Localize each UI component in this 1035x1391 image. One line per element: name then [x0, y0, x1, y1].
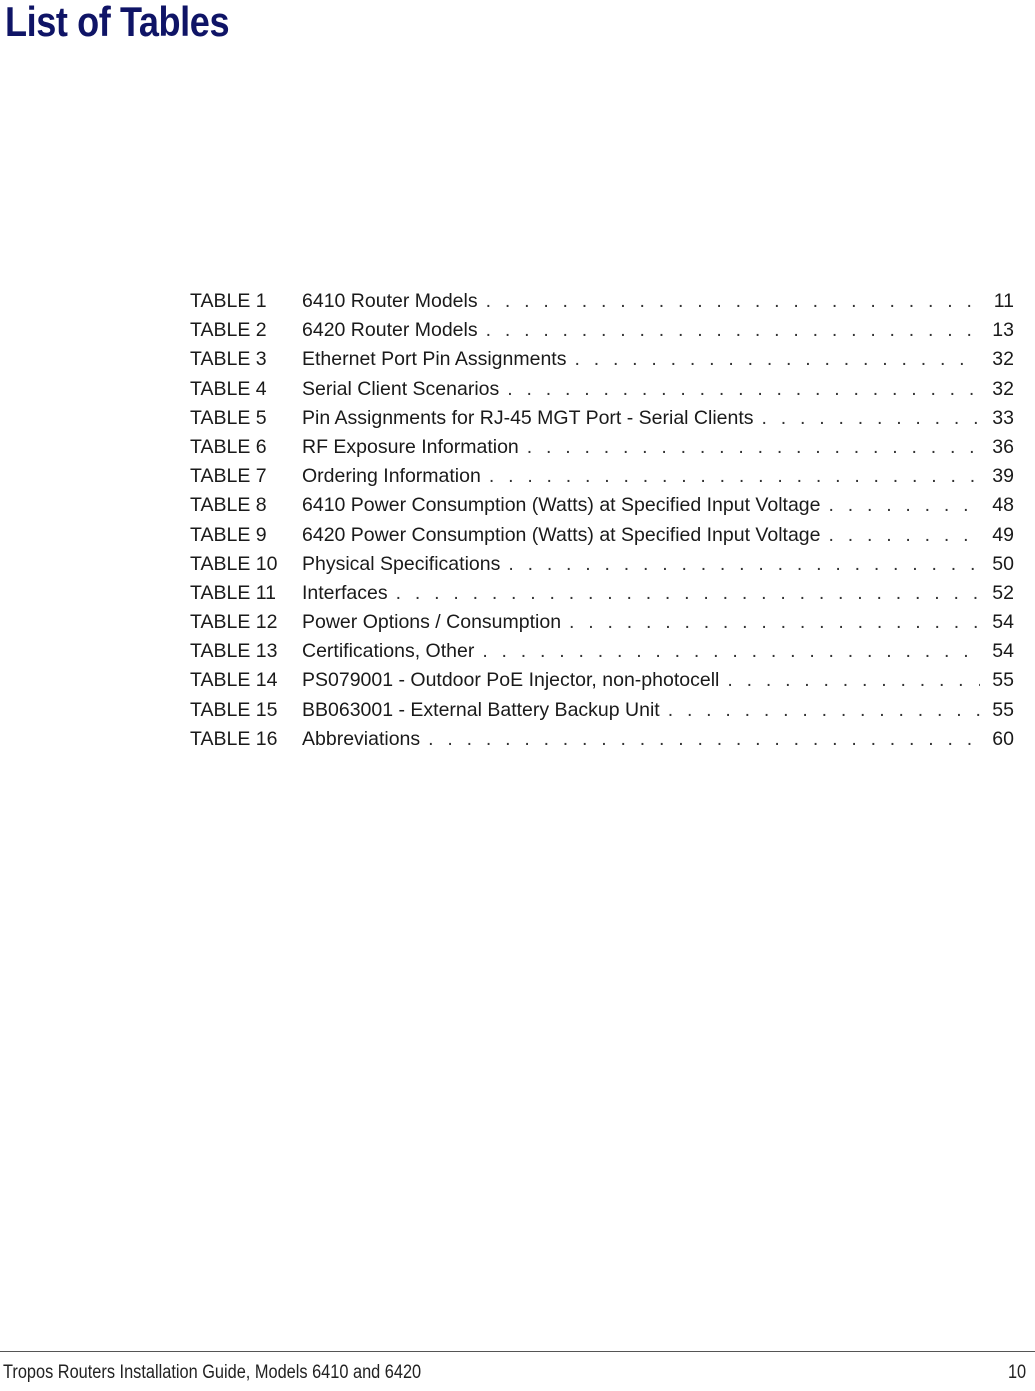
- toc-entry[interactable]: [190, 491, 1014, 520]
- table-number: TABLE 12: [190, 611, 278, 634]
- toc-entry[interactable]: [190, 316, 1014, 345]
- dot-leader: [527, 433, 980, 462]
- page-number: 54: [992, 640, 1014, 663]
- table-number: TABLE 4: [190, 377, 267, 400]
- toc-entry[interactable]: [190, 725, 1014, 754]
- toc-entry[interactable]: [190, 404, 1014, 433]
- page-number: 36: [992, 435, 1014, 458]
- dot-leader: [507, 375, 980, 404]
- toc-entry[interactable]: [190, 696, 1014, 725]
- dot-leader: [396, 579, 980, 608]
- page-number: 50: [992, 552, 1014, 575]
- dot-leader: [489, 462, 980, 491]
- table-title: 6420 Power Consumption (Watts) at Specified Input Voltage: [302, 523, 821, 546]
- footer-divider: [0, 1351, 1035, 1352]
- table-number: TABLE 6: [190, 435, 267, 458]
- table-number: TABLE 3: [190, 348, 267, 371]
- toc-entry[interactable]: [190, 521, 1014, 550]
- table-title: Interfaces: [302, 581, 388, 604]
- dot-leader: [828, 521, 980, 550]
- table-number: TABLE 7: [190, 465, 267, 488]
- dot-leader: [668, 696, 980, 725]
- table-title: Pin Assignments for RJ-45 MGT Port - Serial Clients: [302, 406, 754, 429]
- table-title: 6410 Power Consumption (Watts) at Specified Input Voltage: [302, 494, 821, 517]
- table-title: 6420 Router Models: [302, 319, 478, 342]
- table-title: Certifications, Other: [302, 640, 475, 663]
- dot-leader: [428, 725, 980, 754]
- table-number: TABLE 2: [190, 319, 267, 342]
- footer-page-number: 10: [1007, 1362, 1026, 1383]
- table-number: TABLE 10: [190, 552, 278, 575]
- page-number: 55: [992, 698, 1014, 721]
- toc-entry[interactable]: [190, 433, 1014, 462]
- toc-entry[interactable]: [190, 579, 1014, 608]
- table-number: TABLE 9: [190, 523, 267, 546]
- page-number: 54: [992, 611, 1014, 634]
- dot-leader: [727, 666, 980, 695]
- dot-leader: [482, 637, 980, 666]
- page-number: 52: [992, 581, 1014, 604]
- table-title: BB063001 - External Battery Backup Unit: [302, 698, 660, 721]
- page-number: 32: [992, 377, 1014, 400]
- page-number: 11: [993, 290, 1014, 312]
- toc-entry[interactable]: [190, 608, 1014, 637]
- table-number: TABLE 14: [190, 669, 278, 692]
- table-number: TABLE 13: [190, 640, 278, 663]
- table-title: RF Exposure Information: [302, 435, 519, 458]
- dot-leader: [508, 550, 980, 579]
- table-title: Ordering Information: [302, 465, 481, 488]
- table-number: TABLE 1: [190, 290, 267, 312]
- page-number: 33: [992, 406, 1014, 429]
- table-number: TABLE 11: [190, 581, 276, 604]
- dot-leader: [762, 404, 980, 433]
- toc-entry[interactable]: [190, 375, 1014, 404]
- page-number: 13: [992, 319, 1014, 342]
- table-number: TABLE 8: [190, 494, 267, 517]
- dot-leader: [569, 608, 980, 637]
- table-title: PS079001 - Outdoor PoE Injector, non-photocell: [302, 669, 720, 692]
- list-of-tables: [190, 287, 1014, 754]
- toc-entry[interactable]: [190, 345, 1014, 374]
- toc-entry[interactable]: [190, 666, 1014, 695]
- toc-entry[interactable]: [190, 550, 1014, 579]
- page-number: 60: [992, 727, 1014, 750]
- dot-leader: [574, 345, 980, 374]
- table-title: 6410 Router Models: [302, 290, 478, 312]
- toc-entry[interactable]: [190, 287, 1014, 316]
- table-title: Power Options / Consumption: [302, 611, 562, 634]
- page-title: List of Tables: [5, 0, 230, 45]
- toc-entry[interactable]: [190, 462, 1014, 491]
- dot-leader: [486, 287, 980, 316]
- table-title: Ethernet Port Pin Assignments: [302, 348, 567, 371]
- toc-entry[interactable]: [190, 637, 1014, 666]
- footer-document-title: Tropos Routers Installation Guide, Models 6410 and 6420: [3, 1362, 422, 1383]
- page-number: 32: [992, 348, 1014, 371]
- table-number: TABLE 16: [190, 727, 278, 750]
- table-title: Abbreviations: [302, 727, 421, 750]
- page-number: 39: [992, 465, 1014, 488]
- page-number: 49: [992, 523, 1014, 546]
- table-number: TABLE 5: [190, 406, 267, 429]
- table-number: TABLE 15: [190, 698, 278, 721]
- table-title: Physical Specifications: [302, 552, 501, 575]
- dot-leader: [486, 316, 980, 345]
- page-number: 55: [992, 669, 1014, 692]
- dot-leader: [828, 491, 980, 520]
- table-title: Serial Client Scenarios: [302, 377, 500, 400]
- page-number: 48: [992, 494, 1014, 517]
